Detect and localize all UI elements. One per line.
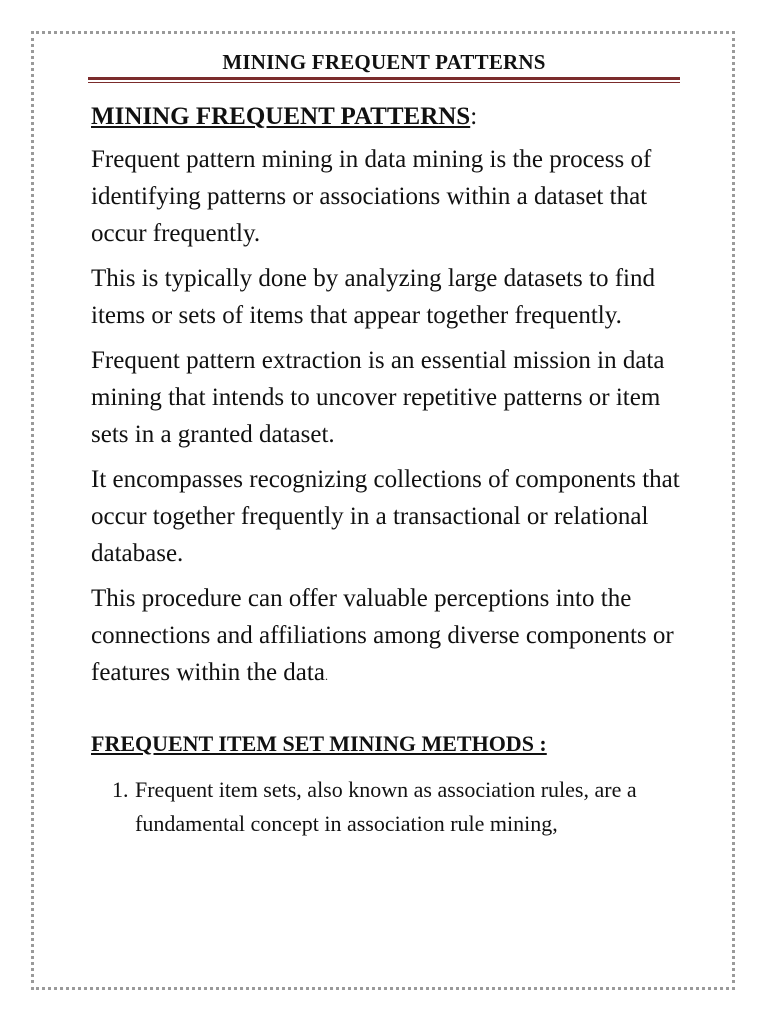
paragraph-last xyxy=(91,580,691,695)
document-body xyxy=(91,99,691,841)
section-heading-colon: : xyxy=(470,103,478,130)
paragraph-period: . xyxy=(324,669,328,683)
paragraph: This is typically done by analyzing large datasets to find items or sets of items that appear together frequently. xyxy=(91,265,655,329)
page-header-title: MINING FREQUENT PATTERNS xyxy=(222,50,546,74)
header-divider xyxy=(88,77,680,83)
list-item xyxy=(91,773,691,841)
methods-list xyxy=(91,773,691,841)
paragraph: It encompasses recognizing collections of components that occur together frequently in a transactional or relational database. xyxy=(91,466,680,567)
paragraph-text: This procedure can offer valuable perceptions into the connections and affiliations among diverse components or features within the data xyxy=(91,585,674,686)
section-heading-text: MINING FREQUENT PATTERNS xyxy=(91,103,471,130)
paragraph: Frequent pattern extraction is an essential mission in data mining that intends to uncover repetitive patterns or item sets in a granted dataset. xyxy=(91,347,665,448)
methods-heading: FREQUENT ITEM SET MINING METHODS : xyxy=(91,731,547,756)
list-number: 1. xyxy=(112,777,129,802)
section-heading xyxy=(91,99,691,135)
list-item-text: Frequent item sets, also known as association rules, are a fundamental concept in association rule mining, xyxy=(135,777,637,836)
paragraph: Frequent pattern mining in data mining is the process of identifying patterns or associations within a dataset that occur frequently. xyxy=(91,146,652,247)
